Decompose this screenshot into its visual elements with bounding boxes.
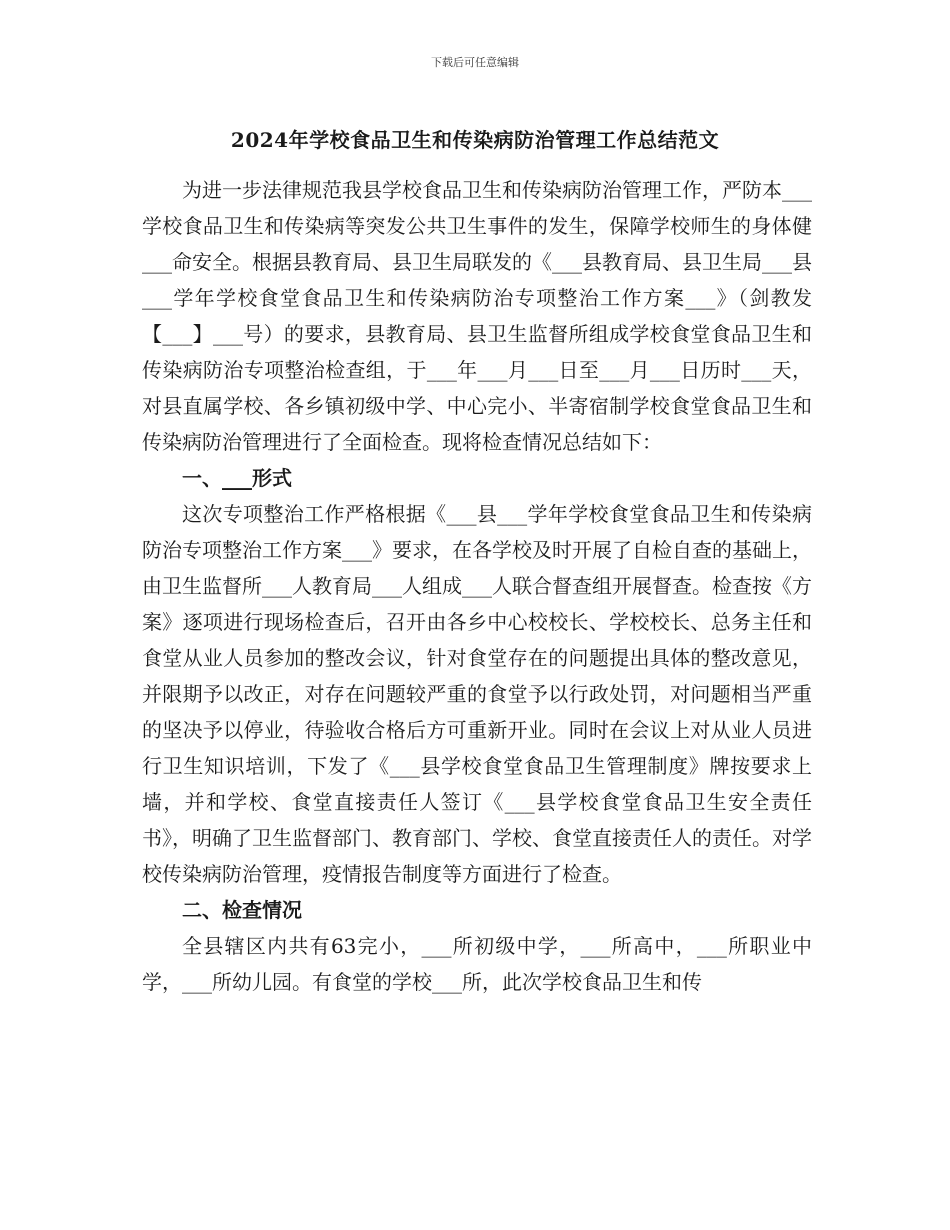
section2-paragraph: 全县辖区内共有63完小，___所初级中学，___所高中，___所职业中学，___所幼儿园。有食堂的学校___所，此次学校食品卫生和传 <box>142 934 812 994</box>
section2-heading: 二、检查情况 <box>182 898 302 922</box>
page-header-note: 下载后可任意编辑 <box>431 56 519 69</box>
section1-paragraph: 这次专项整治工作严格根据《___县___学年学校食堂食品卫生和传染病防治专项整治工作方案___》要求，在各学校及时开展了自检自查的基础上，由卫生监督所___人教育局___人组成___人联合督查组开展督查。检查按《方案》逐项进行现场检查后，召开由各乡中心校校长、学校校长、总务主任和食堂从业人员参加的整改会议，针对食堂存在的问题提出具体的整改意见，并限期予以改正，对存在问题较严重的食堂予以行政处罚，对问题相当严重的坚决予以停业，待验收合格后方可重新开业。同时在会议上对从业人员进行卫生知识培训，下发了《___县学校食堂食品卫生管理制度》牌按要求上墙，并和学校、食堂直接责任人签订《___县学校食堂食品卫生安全责任书》，明确了卫生监督部门、教育部门、学校、食堂直接责任人的责任。对学校传染病防治管理，疫情报告制度等方面进行了检查。 <box>142 502 812 886</box>
intro-paragraph: 为进一步法律规范我县学校食品卫生和传染病防治管理工作，严防本___学校食品卫生和传染病等突发公共卫生事件的发生，保障学校师生的身体健___命安全。根据县教育局、县卫生局联发的《___县教育局、县卫生局___县___学年学校食堂食品卫生和传染病防治专项整治工作方案___》（剑教发【___】___号）的要求，县教育局、县卫生监督所组成学校食堂食品卫生和传染病防治专项整治检查组，于___年___月___日至___月___日历时___天，对县直属学校、各乡镇初级中学、中心完小、半寄宿制学校食堂食品卫生和传染病防治管理进行了全面检查。现将检查情况总结如下： <box>142 178 812 454</box>
section1-heading: 一、___形式 <box>182 466 292 490</box>
document-body <box>142 172 812 1000</box>
document-title: 2024年学校食品卫生和传染病防治管理工作总结范文 <box>230 128 720 152</box>
